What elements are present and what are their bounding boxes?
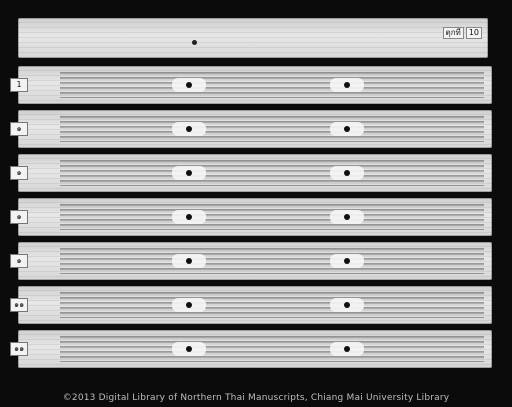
- palm-leaf-4: [18, 198, 492, 236]
- string-hole-right: [330, 210, 364, 224]
- string-hole-left: [172, 342, 206, 356]
- palm-leaf-2: [18, 110, 492, 148]
- string-hole: [192, 40, 197, 45]
- page-label: ๑๑: [10, 342, 28, 356]
- page-label: ๑: [10, 254, 28, 268]
- string-hole-right: [330, 122, 364, 136]
- script-lines: [60, 116, 484, 142]
- cover-number: 10: [466, 27, 482, 39]
- palm-leaf-5: [18, 242, 492, 280]
- string-hole-right: [330, 166, 364, 180]
- string-hole-left: [172, 298, 206, 312]
- palm-leaf-6: [14, 286, 492, 324]
- string-hole-left: [172, 78, 206, 92]
- page-label: 1: [10, 78, 28, 92]
- cover-title-text: ตุกที: [443, 27, 464, 39]
- string-hole-right: [330, 342, 364, 356]
- string-hole-left: [172, 122, 206, 136]
- palm-leaf-1: [18, 66, 492, 104]
- script-lines: [60, 336, 484, 362]
- string-hole-left: [172, 166, 206, 180]
- string-hole-right: [330, 254, 364, 268]
- page-label: ๑๑: [10, 298, 28, 312]
- string-hole-left: [172, 254, 206, 268]
- page-label: ๑: [10, 122, 28, 136]
- script-lines: [60, 160, 484, 186]
- script-lines: [60, 292, 484, 318]
- string-hole-left: [172, 210, 206, 224]
- palm-leaf-7: [14, 330, 492, 368]
- page-label: ๑: [10, 166, 28, 180]
- string-hole-right: [330, 78, 364, 92]
- cover-title-label: [443, 27, 483, 39]
- script-lines: [60, 72, 484, 98]
- string-hole-right: [330, 298, 364, 312]
- cover-leaf: [18, 18, 488, 58]
- script-lines: [60, 248, 484, 274]
- script-lines: [60, 204, 484, 230]
- copyright-credit: ©2013 Digital Library of Northern Thai Manuscripts, Chiang Mai University Library: [62, 393, 450, 403]
- page-label: ๑: [10, 210, 28, 224]
- palm-leaf-3: [18, 154, 492, 192]
